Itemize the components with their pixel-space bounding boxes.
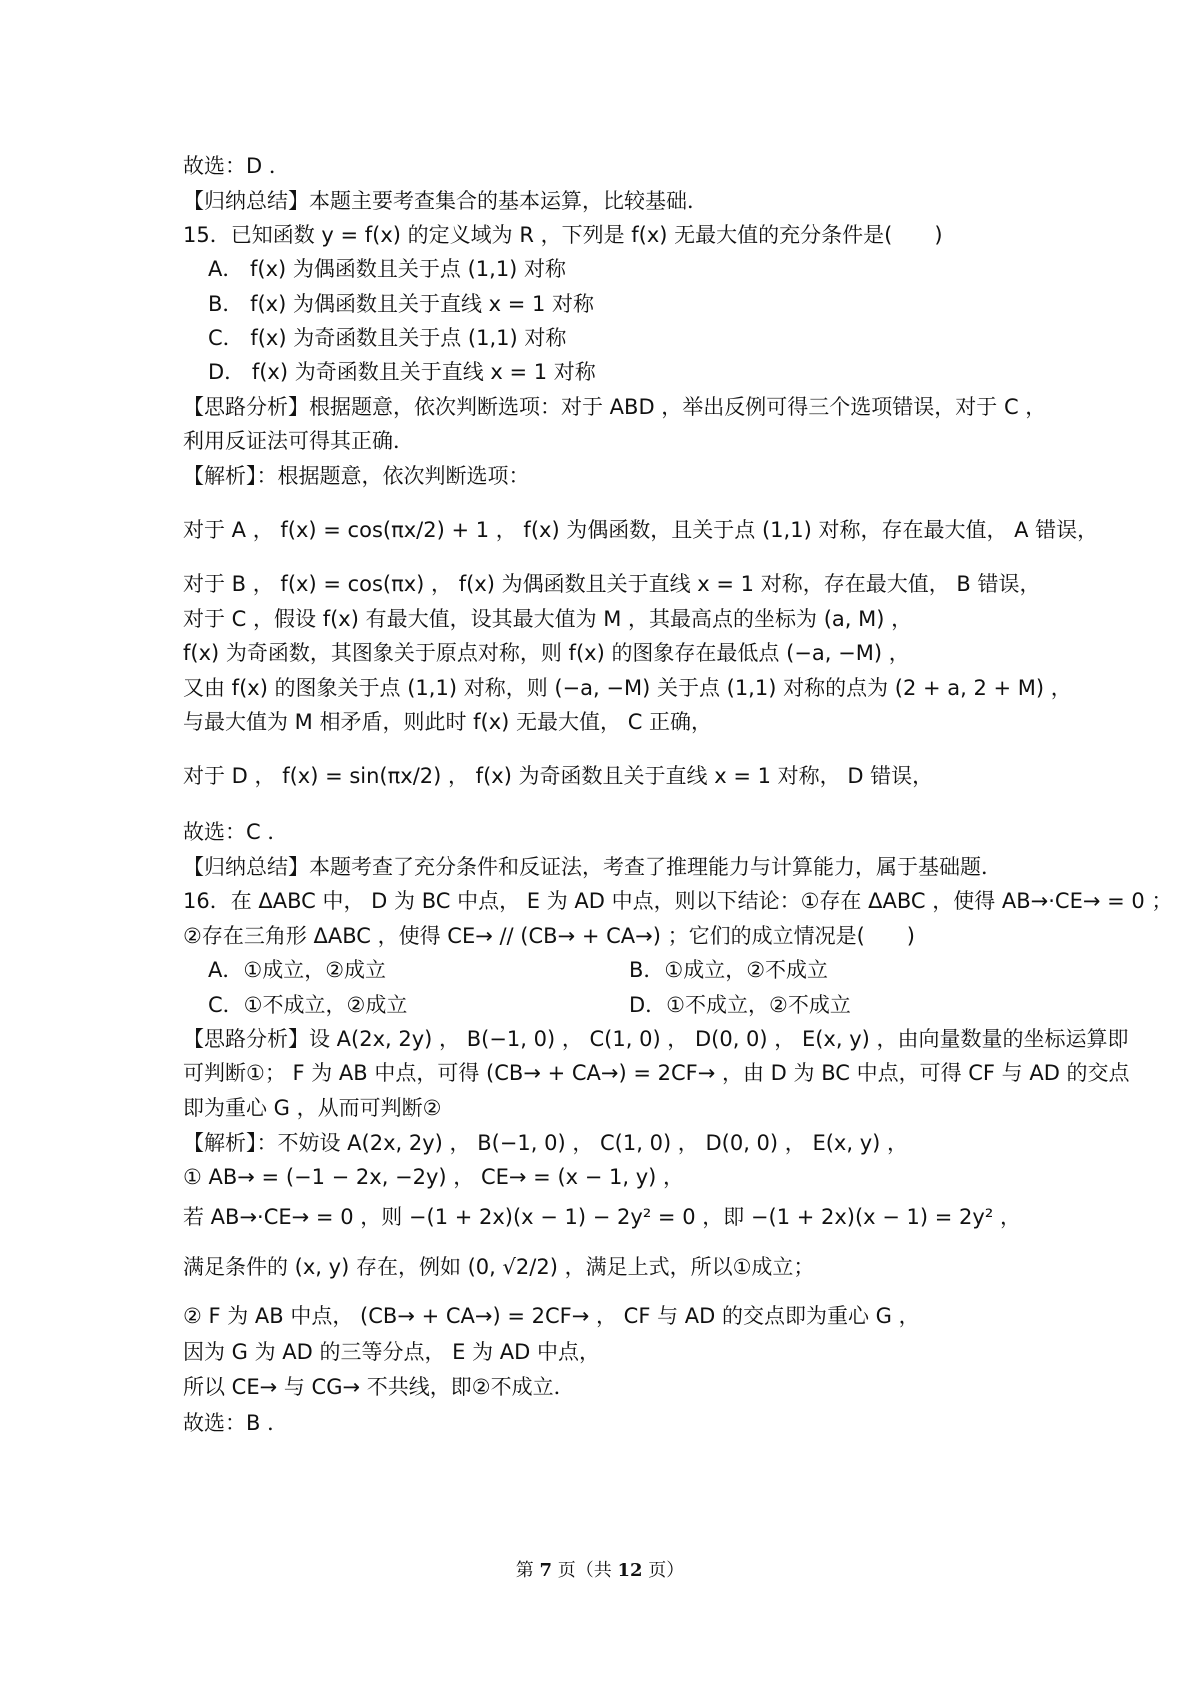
answer-line: 故选：D ． <box>183 154 290 178</box>
question-16-option-d: D．①不成立，②不成立 <box>629 993 851 1017</box>
solution-line: 又由 f(x) 的图象关于点 (1,1) 对称，则 (−a, −M) 关于点 (1,1) 对称的点为 (2 + a, 2 + M) ， <box>183 676 1072 700</box>
solution-line: 若 AB→·CE→ = 0 ，则 −(1 + 2x)(x − 1) − 2y² = 0 ，即 −(1 + 2x)(x − 1) = 2y² ， <box>183 1205 1021 1229</box>
analysis-line: 可判断①； F 为 AB 中点，可得 (CB→ + CA→) = 2CF→ ，由 D 为 BC 中点，可得 CF 与 AD 的交点 <box>183 1061 1130 1085</box>
question-16-stem: 16．在 ΔABC 中， D 为 BC 中点， E 为 AD 中点，则以下结论：①存在 ΔABC ，使得 AB→·CE→ = 0 ； <box>183 889 1173 913</box>
solution-line: 对于 A ， f(x) = cos(πx/2) + 1 ， f(x) 为偶函数，且关于点 (1,1) 对称，存在最大值， A 错误， <box>183 518 1099 542</box>
question-15-option-c: C． f(x) 为奇函数且关于点 (1,1) 对称 <box>208 326 567 350</box>
footer-suffix: 页） <box>648 1560 685 1581</box>
question-16-option-c: C．①不成立，②成立 <box>208 993 408 1017</box>
footer-total-pages: 12 <box>617 1560 643 1581</box>
question-16-option-a: A．①成立，②成立 <box>208 958 387 982</box>
solution-line: ① AB→ = (−1 − 2x, −2y) ， CE→ = (x − 1, y) ， <box>183 1165 685 1189</box>
solution-line: 对于 C ，假设 f(x) 有最大值，设其最大值为 M ，其最高点的坐标为 (a, M) ， <box>183 607 913 631</box>
solution-line: 对于 D ， f(x) = sin(πx/2) ， f(x) 为奇函数且关于直线 x = 1 对称， D 错误， <box>183 764 934 788</box>
solution-line: 所以 CE→ 与 CG→ 不共线，即②不成立． <box>183 1375 575 1399</box>
solution-line: 因为 G 为 AD 的三等分点， E 为 AD 中点， <box>183 1340 601 1364</box>
solution-line: 【解析】：根据题意，依次判断选项： <box>183 464 530 488</box>
analysis-line: 即为重心 G ，从而可判断② <box>183 1096 442 1120</box>
solution-line: ② F 为 AB 中点， (CB→ + CA→) = 2CF→ ， CF 与 AD 的交点即为重心 G ， <box>183 1304 920 1328</box>
question-15-option-d: D． f(x) 为奇函数且关于直线 x = 1 对称 <box>208 360 596 384</box>
question-16-option-b: B．①成立，②不成立 <box>629 958 829 982</box>
solution-line: f(x) 为奇函数，其图象关于原点对称，则 f(x) 的图象存在最低点 (−a, −M) ， <box>183 641 910 665</box>
question-15-option-b: B． f(x) 为偶函数且关于直线 x = 1 对称 <box>208 292 595 316</box>
analysis-line: 【思路分析】根据题意，依次判断选项：对于 ABD ，举出反例可得三个选项错误，对于 C ， <box>183 395 1047 419</box>
summary-line: 【归纳总结】本题考查了充分条件和反证法，考查了推理能力与计算能力，属于基础题． <box>183 855 1002 879</box>
answer-line: 故选：C ． <box>183 820 289 844</box>
solution-line: 对于 B ， f(x) = cos(πx) ， f(x) 为偶函数且关于直线 x = 1 对称，存在最大值， B 错误， <box>183 572 1041 596</box>
summary-line: 【归纳总结】本题主要考查集合的基本运算，比较基础． <box>183 189 708 213</box>
footer-page-number: 7 <box>539 1560 552 1581</box>
solution-line: 与最大值为 M 相矛盾，则此时 f(x) 无最大值， C 正确， <box>183 710 713 734</box>
question-16-stem: ②存在三角形 ΔABC ，使得 CE→ // (CB→ + CA→) ；它们的成立情况是( ) <box>183 924 915 948</box>
solution-line: 满足条件的 (x, y) 存在，例如 (0, √2/2) ，满足上式，所以①成立； <box>183 1255 815 1279</box>
analysis-line: 利用反证法可得其正确． <box>183 429 414 453</box>
footer-middle: 页（共 <box>557 1560 612 1581</box>
footer-prefix: 第 <box>515 1560 534 1581</box>
answer-line: 故选：B ． <box>183 1411 289 1435</box>
question-15-option-a: A． f(x) 为偶函数且关于点 (1,1) 对称 <box>208 257 567 281</box>
question-15-stem: 15．已知函数 y = f(x) 的定义域为 R ，下列是 f(x) 无最大值的充分条件是( ) <box>183 223 943 247</box>
solution-line: 【解析】：不妨设 A(2x, 2y) ， B(−1, 0) ， C(1, 0) ， D(0, 0) ， E(x, y) ， <box>183 1131 909 1155</box>
analysis-line: 【思路分析】设 A(2x, 2y) ， B(−1, 0) ， C(1, 0) ， D(0, 0) ， E(x, y) ，由向量数量的坐标运算即 <box>183 1027 1129 1051</box>
page-footer <box>0 1556 1200 1582</box>
